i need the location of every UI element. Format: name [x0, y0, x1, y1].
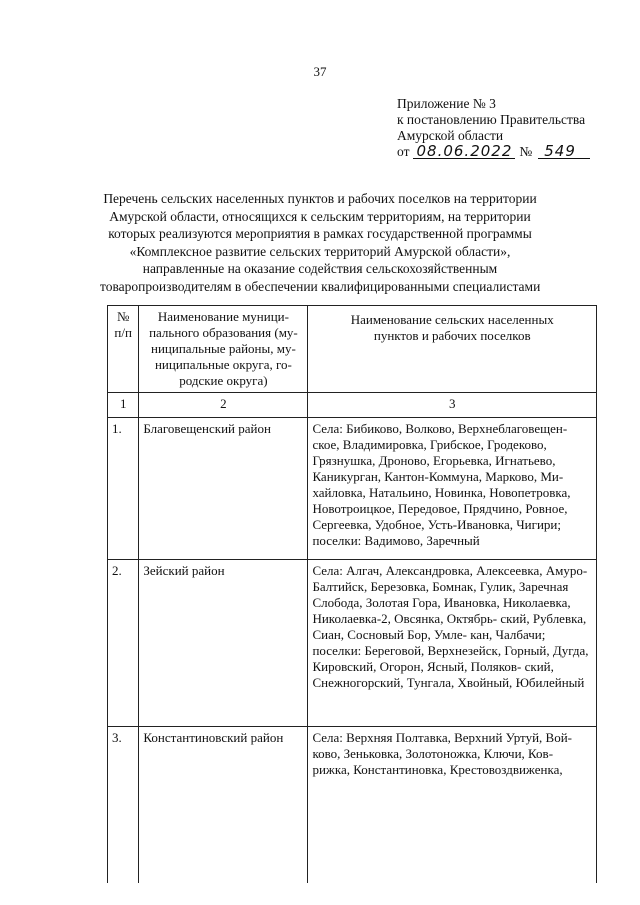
number-label: № — [519, 144, 533, 159]
table-row — [108, 418, 597, 560]
handwritten-date: 08.06.2022 — [413, 144, 515, 159]
title-line: Амурской области, относящихся к сельским территориям, на территории — [109, 208, 531, 224]
appendix-block — [397, 96, 627, 160]
row-municipality: Константиновский район — [139, 727, 308, 884]
appendix-resolution: к постановлению Правительства — [397, 112, 586, 127]
row-settlements: Села: Алгач, Александровка, Алексеевка, Амуро-Балтийск, Березовка, Бомнак, Гулик, Заречная Слобода, Золотая Гора, Ивановка, Николаевка, Николаевка-2, Овсянка, Октябрь- ский, Рублевка, Сиан, Сосновый Бор, Умле- кан, Чалбачи; поселки: Береговой, Верхнезейск, Горный, Дугда, Кировский, Огорон, Ясный, Поляков- ский, Снежногорский, Тунгала, Хвойный, Юбилейный — [308, 560, 597, 727]
title-line: которых реализуются мероприятия в рамках государственной программы — [108, 226, 532, 241]
from-label: от — [397, 144, 410, 159]
row-municipality: Зейский район — [139, 560, 308, 727]
table-row — [108, 560, 597, 727]
title-line: товаропроизводителям в обеспечении квалифицированными специалистами — [100, 278, 541, 294]
row-number: 3. — [108, 727, 139, 884]
header-settlements: Наименование сельских населенных пунктов и рабочих поселков — [308, 306, 597, 393]
row-number: 2. — [108, 560, 139, 727]
column-number-row — [108, 393, 597, 418]
row-number: 1. — [108, 418, 139, 560]
header-municipality: Наименование муници- пального образования (му- ниципальные районы, му- ниципальные округа, го- родские округа) — [139, 306, 308, 393]
title-line: «Комплексное развитие сельских территорий Амурской области», — [129, 243, 511, 259]
row-settlements: Села: Бибиково, Волково, Верхнеблаговещен- ское, Владимировка, Грибское, Гродеково, Грязнушка, Дроново, Егорьевка, Игнатьево, Каникурган, Кантон-Коммуна, Марково, Ми- хайловка, Натальино, Новинка, Новопетровка, Новотроицкое, Передовое, Прядчино, Ровное, Сергеевка, Удобное, Усть-Ивановка, Чигири; поселки: Вадимово, Заречный — [308, 418, 597, 560]
column-number: 1 — [108, 393, 139, 418]
header-number: № п/п — [108, 306, 139, 393]
title-line: направленные на оказание содействия сельскохозяйственным — [142, 261, 498, 276]
appendix-region: Амурской области — [397, 128, 504, 143]
settlements-table — [107, 305, 597, 883]
column-number: 3 — [308, 393, 597, 418]
page-number: 37 — [313, 64, 327, 79]
row-municipality: Благовещенский район — [139, 418, 308, 560]
appendix-title: Приложение № 3 — [397, 96, 496, 111]
column-number: 2 — [139, 393, 308, 418]
table-header-row — [108, 306, 597, 393]
row-settlements: Села: Верхняя Полтавка, Верхний Уртуй, Вой- ково, Зеньковка, Золотоножка, Ключи, Ков- рижка, Константиновка, Крестовоздвиженка, — [308, 727, 597, 884]
handwritten-number: 549 — [538, 144, 590, 159]
document-title — [100, 190, 540, 295]
appendix-date-number-line — [397, 144, 627, 160]
table-row — [108, 727, 597, 884]
title-line: Перечень сельских населенных пунктов и рабочих поселков на территории — [103, 191, 537, 206]
